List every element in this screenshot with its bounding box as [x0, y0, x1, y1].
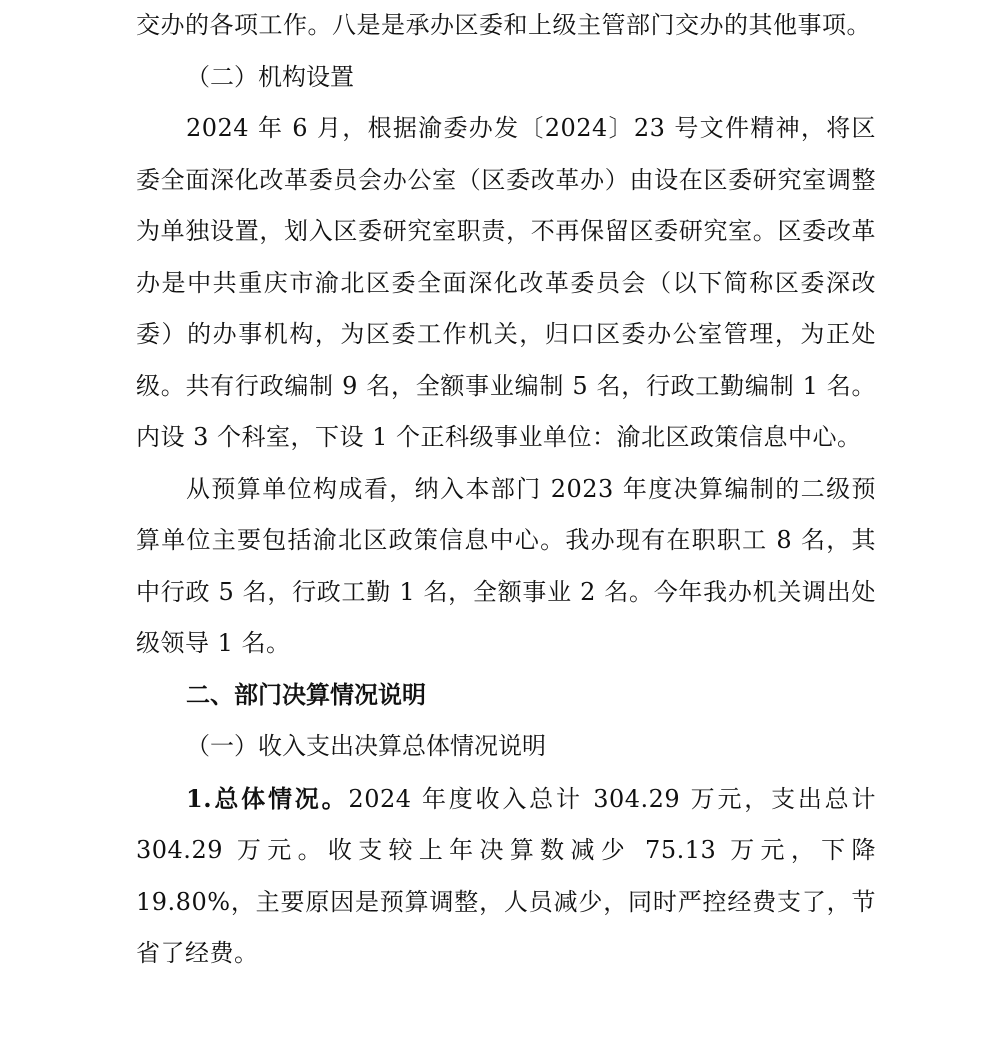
paragraph-duties-end: 交办的各项工作。八是是承办区委和上级主管部门交办的其他事项。 [136, 11, 871, 39]
document-page [136, 0, 876, 980]
heading-section-two: 二、部门决算情况说明 [186, 680, 426, 709]
heading-institution-setup: （二）机构设置 [186, 62, 354, 91]
overall-situation-lead: 1.总体情况。 [186, 783, 349, 813]
paragraph-overall-situation [136, 773, 876, 980]
heading-income-expense-overview: （一）收入支出决算总体情况说明 [186, 732, 546, 760]
overall-situation-body: 2024 年度收入总计 304.29 万元，支出总计 304.29 万元。收支较上年决算数减少 75.13 万元，下降 19.80%，主要原因是预算调整，人员减少，同时严控经费支了，节省了经费。 [136, 784, 876, 967]
paragraph-institution-detail: 2024 年 6 月，根据渝委办发〔2024〕23 号文件精神，将区委全面深化改革委员会办公室（区委改革办）由设在区委研究室调整为单独设置，划入区委研究室职责，不再保留区委研究室。区委改革办是中共重庆市渝北区委全面深化改革委员会（以下简称区委深改委）的办事机构，为区委工作机关，归口区委办公室管理，为正处级。共有行政编制 9 名，全额事业编制 5 名，行政工勤编制 1 名。内设 3 个科室，下设 1 个正科级事业单位：渝北区政策信息中心。 [136, 114, 876, 451]
paragraph-budget-units: 从预算单位构成看，纳入本部门 2023 年度决算编制的二级预算单位主要包括渝北区政策信息中心。我办现有在职职工 8 名，其中行政 5 名，行政工勤 1 名，全额事业 2 名。今年我办机关调出处级领导 1 名。 [136, 474, 876, 657]
